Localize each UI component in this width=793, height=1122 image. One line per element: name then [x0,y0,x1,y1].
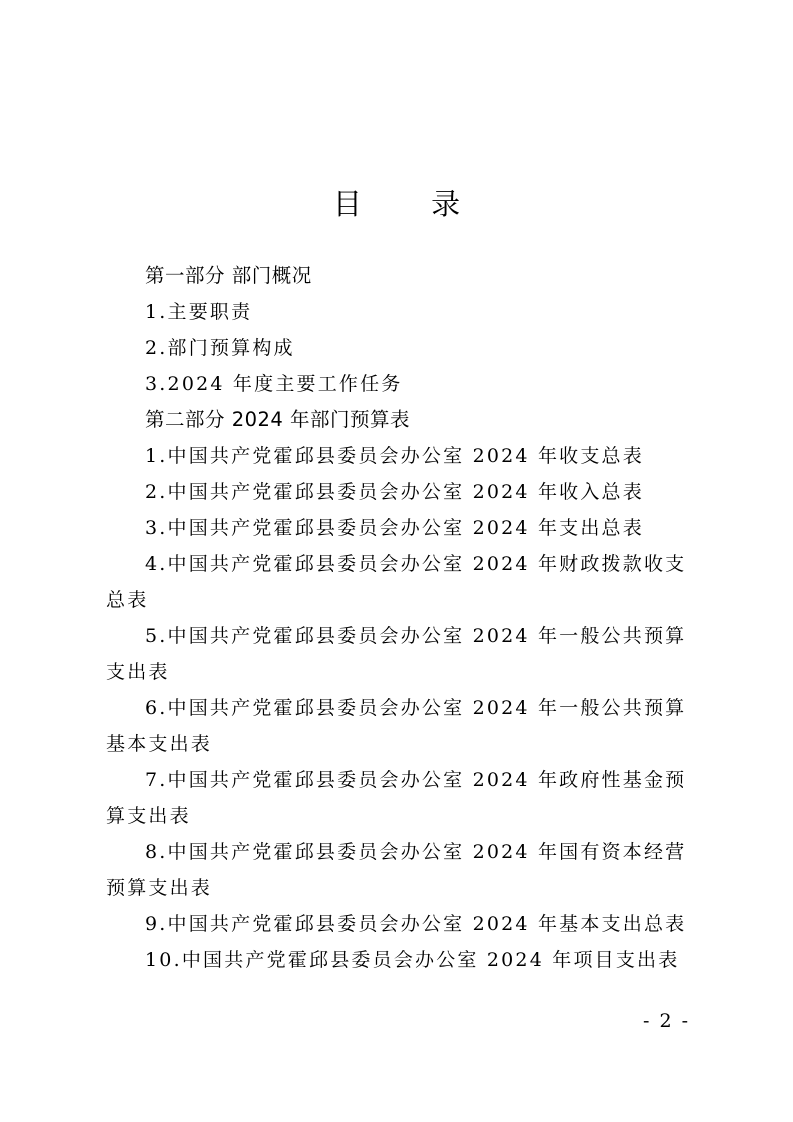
toc-item: 8.中国共产党霍邱县委员会办公室 2024 年国有资本经营预算支出表 [106,841,687,899]
toc-item: 6.中国共产党霍邱县委员会办公室 2024 年一般公共预算基本支出表 [106,697,687,755]
toc-item: 4.中国共产党霍邱县委员会办公室 2024 年财政拨款收支总表 [106,553,687,611]
page-number: - 2 - [642,1010,690,1032]
toc-item: 9.中国共产党霍邱县委员会办公室 2024 年基本支出总表 [145,913,687,935]
toc-item: 10.中国共产党霍邱县委员会办公室 2024 年项目支出表 [145,949,680,971]
toc-title: 目 录 [332,187,491,221]
toc-part-1: 第一部分 部门概况 [145,264,312,287]
toc-item: 1.主要职责 [145,301,253,323]
toc-part-2: 第二部分 2024 年部门预算表 [145,408,411,431]
toc-item: 1.中国共产党霍邱县委员会办公室 2024 年收支总表 [145,445,644,467]
toc-item: 7.中国共产党霍邱县委员会办公室 2024 年政府性基金预算支出表 [106,769,687,827]
toc-item: 2.部门预算构成 [145,337,295,359]
toc-item: 3.中国共产党霍邱县委员会办公室 2024 年支出总表 [145,517,644,539]
table-of-contents [106,258,696,978]
toc-item: 5.中国共产党霍邱县委员会办公室 2024 年一般公共预算支出表 [106,625,687,683]
toc-item: 3.2024 年度主要工作任务 [145,373,403,395]
toc-item: 2.中国共产党霍邱县委员会办公室 2024 年收入总表 [145,481,644,503]
